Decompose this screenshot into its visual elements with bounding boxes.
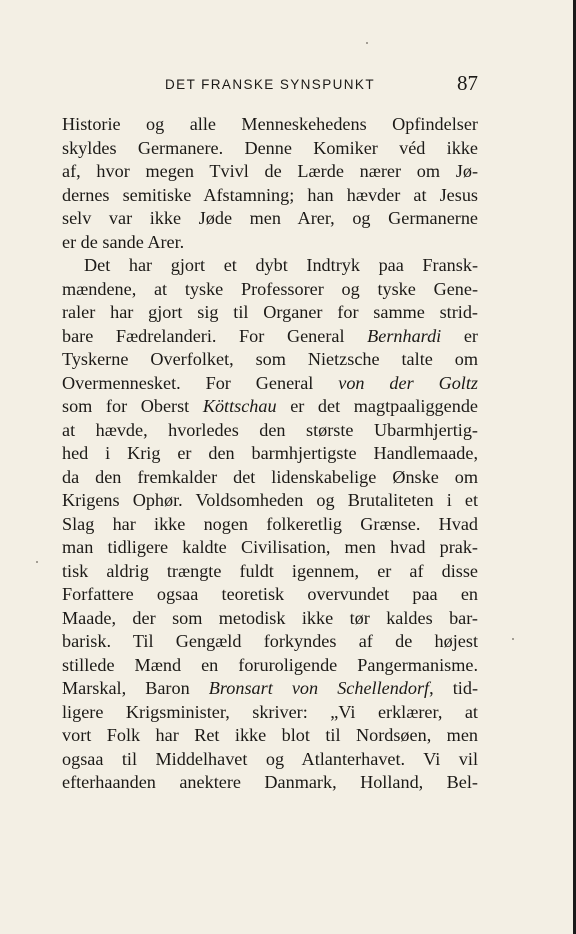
body-text [62,113,478,795]
text-segment: Marskal, Baron [62,678,209,698]
text-line [62,160,478,184]
text-line [62,630,478,654]
text-segment: Forfattere ogsaa teoretisk overvundet paa en [62,584,478,604]
text-segment: Tyskerne Overfolket, som Nietzsche talte om [62,349,478,369]
text-line [62,677,478,701]
text-line [62,301,478,325]
text-segment: som for Oberst [62,396,203,416]
page-number: 87 [457,71,478,95]
text-line [62,748,478,772]
text-segment: Krigens Ophør. Voldsomheden og Brutaliteten i et [62,490,478,510]
running-head: DET FRANSKE SYNSPUNKT [165,77,375,92]
text-segment: dernes semitiske Afstamning; han hævder at Jesus [62,184,478,205]
text-segment: er [441,325,478,346]
text-segment: vort Folk har Ret ikke blot til Nordsøen, men [62,725,478,745]
text-segment: , tid- [429,678,478,698]
text-segment: er det magtpaaliggende [276,396,478,416]
text-segment: Overmennesket. For General [62,372,339,393]
text-line [62,513,478,537]
text-line [62,137,478,161]
text-line [62,583,478,607]
text-line [62,724,478,748]
text-line [62,701,478,725]
text-line [62,231,478,255]
text-segment: selv var ikke Jøde men Arer, og Germanerne [62,208,478,228]
text-segment: Historie og alle Menneskehedens Opfindelser [62,114,478,134]
text-line [62,207,478,231]
page-header [62,71,478,99]
italic-name: von der Goltz [338,372,478,393]
text-line [62,395,478,419]
text-segment: stillede Mænd en foruroligende Pangermanisme. [62,654,478,675]
text-segment: man tidligere kaldte Civilisation, men hvad prak- [62,537,478,557]
text-line [62,466,478,490]
text-line [62,771,478,795]
text-segment: af, hvor megen Tvivl de Lærde nærer om Jø- [62,161,478,181]
text-segment: da den fremkalder det lidenskabelige Ønske om [62,466,478,487]
text-segment: ligere Krigsminister, skriver: „Vi erklærer, at [62,701,478,722]
text-segment: skyldes Germanere. Denne Komiker véd ikke [62,137,478,158]
text-segment: mændene, at tyske Professorer og tyske Gene- [62,278,478,299]
text-segment: raler har gjort sig til Organer for samme strid- [62,302,478,322]
text-segment: Det har gjort et dybt Indtryk paa Fransk- [84,255,478,275]
text-segment: bare Fædrelanderi. For General [62,325,368,346]
text-line [62,348,478,372]
text-line [62,278,478,302]
text-line [62,254,478,278]
text-line [62,442,478,466]
text-segment: efterhaanden anektere Danmark, Holland, Bel- [62,772,478,792]
italic-name: Bernhardi [367,325,442,346]
text-segment: ogsaa til Middelhavet og Atlanterhavet. Vi vil [62,748,478,769]
text-segment: tisk aldrig trængte fuldt igennem, er af disse [62,560,478,581]
scan-speck [366,42,368,44]
text-line [62,536,478,560]
text-segment: Maade, der som metodisk ikke tør kaldes bar- [62,607,478,628]
text-line [62,607,478,631]
text-segment: at hævde, hvorledes den største Ubarmhjertig- [62,419,478,440]
scan-speck [512,638,514,640]
text-line [62,489,478,513]
text-line [62,372,478,396]
text-line [62,654,478,678]
text-line [62,184,478,208]
text-segment: er de sande Arer. [62,231,185,252]
text-segment: Slag har ikke nogen folkeretlig Grænse. Hvad [62,513,478,534]
scan-speck [36,561,38,563]
text-segment: barisk. Til Gengæld forkyndes af de højest [62,631,478,651]
text-line [62,113,478,137]
text-segment: hed i Krig er den barmhjertigste Handlemaade, [62,443,478,463]
text-line [62,419,478,443]
italic-name: Köttschau [202,396,277,416]
italic-name: Bronsart von Schellendorf [208,678,430,698]
text-line [62,325,478,349]
text-line [62,560,478,584]
